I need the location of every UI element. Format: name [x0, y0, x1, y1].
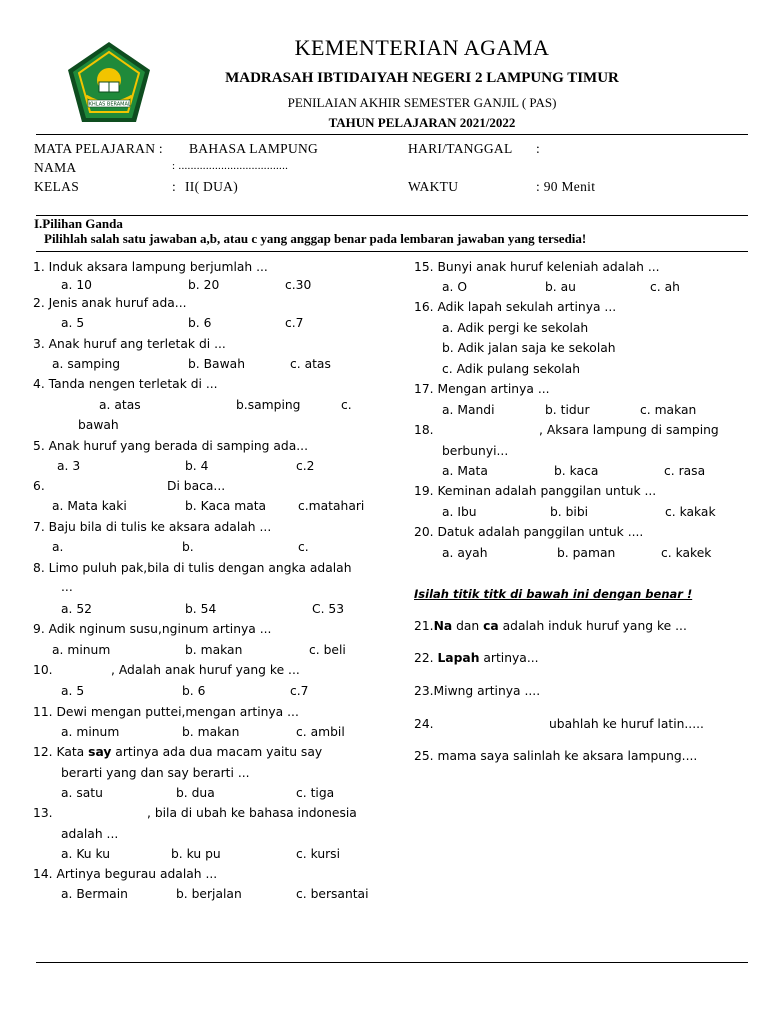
subject-label: MATA PELAJARAN :	[34, 141, 163, 156]
name-field: : ....................................	[172, 160, 289, 172]
q10-option-c: c.7	[290, 684, 309, 698]
question-17: 17. Mengan artinya ...	[414, 382, 550, 396]
question-13-number: 13.	[33, 806, 53, 820]
question-19: 19. Keminan adalah panggilan untuk ...	[414, 484, 657, 498]
q19-option-c: c. kakak	[665, 505, 716, 519]
question-12: 12. Kata say artinya ada dua macam yaitu say	[33, 745, 323, 759]
q2-option-c: c.7	[285, 316, 304, 330]
question-1: 1. Induk aksara lampung berjumlah ...	[33, 260, 268, 274]
q15-option-c: c. ah	[650, 280, 680, 294]
question-4: 4. Tanda nengen terletak di ...	[33, 377, 218, 391]
q17-option-b: b. tidur	[545, 403, 590, 417]
question-18-number: 18.	[414, 423, 434, 437]
q1-option-c: c.30	[285, 278, 312, 292]
q9-option-a: a. minum	[52, 643, 111, 657]
day-label: HARI/TANGGAL	[408, 141, 513, 156]
q17-option-a: a. Mandi	[442, 403, 495, 417]
q5-option-c: c.2	[296, 459, 315, 473]
exam-title: PENILAIAN AKHIR SEMESTER GANJIL ( PAS)	[287, 95, 557, 110]
q18-option-c: c. rasa	[664, 464, 706, 478]
q12-option-b: b. dua	[176, 786, 215, 800]
class-label: KELAS	[34, 179, 79, 194]
question-6-number: 6.	[33, 479, 45, 493]
question-21: 21.Na dan ca adalah induk huruf yang ke ...	[414, 619, 687, 633]
q9-option-c: c. beli	[309, 643, 346, 657]
info-rule	[36, 215, 748, 216]
q11-option-c: c. ambil	[296, 725, 345, 739]
question-7: 7. Baju bila di tulis ke aksara adalah ...	[33, 520, 272, 534]
q16-option-a: a. Adik pergi ke sekolah	[442, 321, 589, 335]
q12-option-a: a. satu	[61, 786, 103, 800]
q9-option-b: b. makan	[185, 643, 243, 657]
question-23: 23.Miwng artinya ....	[414, 684, 541, 698]
q17-option-c: c. makan	[640, 403, 697, 417]
q16-option-b: b. Adik jalan saja ke sekolah	[442, 341, 616, 355]
question-10: , Adalah anak huruf yang ke ...	[111, 663, 300, 677]
q20-option-a: a. ayah	[442, 546, 488, 560]
question-15: 15. Bunyi anak huruf keleniah adalah ...	[414, 260, 660, 274]
q1-option-b: b. 20	[188, 278, 220, 292]
q11-option-a: a. minum	[61, 725, 120, 739]
question-11: 11. Dewi mengan puttei,mengan artinya ...	[33, 705, 299, 719]
subject-value: BAHASA LAMPUNG	[189, 141, 319, 156]
q4-option-b: b.samping	[236, 398, 301, 412]
q1-option-a: a. 10	[61, 278, 93, 292]
q11-option-b: b. makan	[182, 725, 240, 739]
q14-option-a: a. Bermain	[61, 887, 128, 901]
section-instruction: Pilihlah salah satu jawaban a,b, atau c yang anggap benar pada lembaran jawaban yang tersedia!	[44, 231, 587, 246]
q4-option-a: a. atas	[99, 398, 141, 412]
q12-option-c: c. tiga	[296, 786, 335, 800]
q3-option-b: b. Bawah	[188, 357, 245, 371]
ministry-title: KEMENTERIAN AGAMA	[294, 35, 550, 60]
q6-option-a: a. Mata kaki	[52, 499, 127, 513]
essay-instruction: Isilah titik titk di bawah ini dengan benar !	[414, 587, 693, 601]
question-9: 9. Adik nginum susu,nginum artinya ...	[33, 622, 272, 636]
question-3: 3. Anak huruf ang terletak di ...	[33, 337, 226, 351]
q18-option-a: a. Mata	[442, 464, 488, 478]
question-18-continuation: berbunyi...	[442, 444, 509, 458]
q10-option-b: b. 6	[182, 684, 206, 698]
class-value: II( DUA)	[185, 179, 239, 194]
day-colon: :	[536, 141, 541, 156]
q19-option-b: b. bibi	[550, 505, 589, 519]
q8-option-b: b. 54	[185, 602, 217, 616]
question-14: 14. Artinya begurau adalah ...	[33, 867, 218, 881]
question-13: , bila di ubah ke bahasa indonesia	[147, 806, 357, 820]
q14-option-b: b. berjalan	[176, 887, 242, 901]
question-10-number: 10.	[33, 663, 53, 677]
school-name: MADRASAH IBTIDAIYAH NEGERI 2 LAMPUNG TIMUR	[225, 70, 619, 86]
question-6: Di baca...	[167, 479, 226, 493]
q3-option-c: c. atas	[290, 357, 331, 371]
q14-option-c: c. bersantai	[296, 887, 369, 901]
q13-option-b: b. ku pu	[171, 847, 221, 861]
q20-option-c: c. kakek	[661, 546, 712, 560]
q6-option-b: b. Kaca mata	[185, 499, 267, 513]
question-22: 22. Lapah artinya...	[414, 651, 539, 665]
question-20: 20. Datuk adalah panggilan untuk ....	[414, 525, 644, 539]
header-rule	[36, 134, 748, 135]
question-12-continuation: berarti yang dan say berarti ...	[61, 766, 250, 780]
question-8: 8. Limo puluh pak,bila di tulis dengan angka adalah	[33, 561, 352, 575]
footer-rule	[36, 962, 748, 963]
q8-option-c: C. 53	[312, 602, 345, 616]
name-label: NAMA	[34, 160, 77, 175]
academic-year: TAHUN PELAJARAN 2021/2022	[328, 115, 516, 130]
q7-option-b: b.	[182, 540, 194, 554]
q4-option-c-text: bawah	[78, 418, 119, 432]
logo-banner-text: IKHLAS BERAMAL	[87, 101, 131, 108]
question-24-number: 24.	[414, 717, 434, 731]
q5-option-a: a. 3	[57, 459, 81, 473]
section-title: I.Pilihan Ganda	[34, 216, 123, 231]
question-8-continuation: ...	[61, 580, 73, 594]
q5-option-b: b. 4	[185, 459, 209, 473]
q7-option-a: a.	[52, 540, 64, 554]
question-25: 25. mama saya salinlah ke aksara lampung....	[414, 749, 698, 763]
class-colon: :	[172, 179, 177, 194]
question-5: 5. Anak huruf yang berada di samping ada...	[33, 439, 309, 453]
question-2: 2. Jenis anak huruf ada...	[33, 296, 187, 310]
q7-option-c: c.	[298, 540, 309, 554]
q3-option-a: a. samping	[52, 357, 121, 371]
instruction-rule	[36, 251, 748, 252]
q6-option-c: c.matahari	[298, 499, 365, 513]
q15-option-b: b. au	[545, 280, 576, 294]
q18-option-b: b. kaca	[554, 464, 599, 478]
q4-option-c: c.	[341, 398, 352, 412]
q2-option-b: b. 6	[188, 316, 212, 330]
question-13-continuation: adalah ...	[61, 827, 119, 841]
q10-option-a: a. 5	[61, 684, 85, 698]
time-label: WAKTU	[408, 179, 459, 194]
q19-option-a: a. Ibu	[442, 505, 477, 519]
q20-option-b: b. paman	[557, 546, 616, 560]
question-18: , Aksara lampung di samping	[539, 423, 719, 437]
q15-option-a: a. O	[442, 280, 468, 294]
q13-option-c: c. kursi	[296, 847, 340, 861]
q8-option-a: a. 52	[61, 602, 93, 616]
q13-option-a: a. Ku ku	[61, 847, 111, 861]
q16-option-c: c. Adik pulang sekolah	[442, 362, 581, 376]
q2-option-a: a. 5	[61, 316, 85, 330]
question-24: ubahlah ke huruf latin.....	[549, 717, 704, 731]
time-value: : 90 Menit	[536, 179, 596, 194]
question-16: 16. Adik lapah sekulah artinya ...	[414, 300, 617, 314]
